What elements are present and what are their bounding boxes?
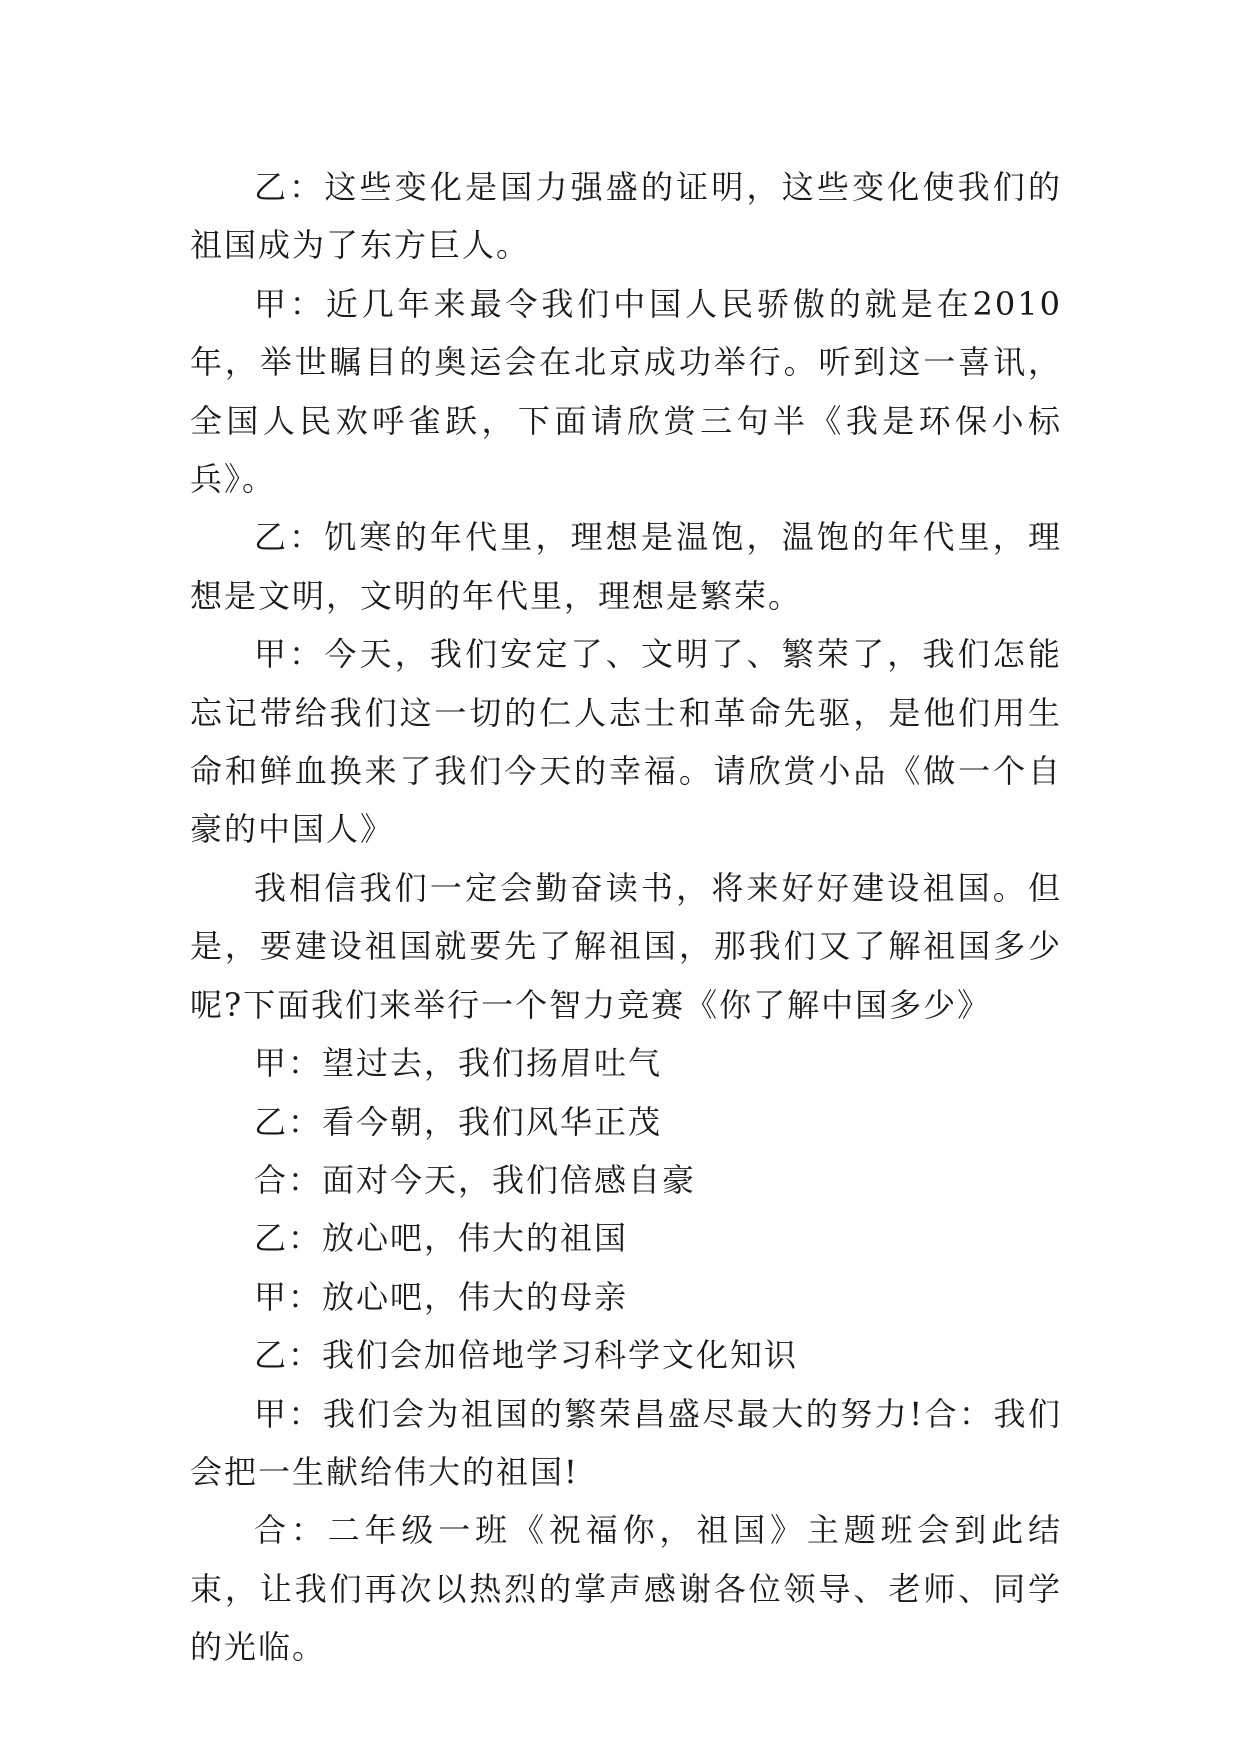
paragraph-6: 甲：望过去，我们扬眉吐气 — [254, 1044, 663, 1083]
paragraph-10: 甲：放心吧，伟大的母亲 — [254, 1277, 629, 1316]
paragraph-1: 乙：这些变化是国力强盛的证明，这些变化使我们的祖国成为了东方巨人。 — [190, 168, 1062, 265]
paragraph-12: 甲：我们会为祖国的繁荣昌盛尽最大的努力!合：我们会把一生献给伟大的祖国! — [190, 1394, 1062, 1491]
paragraph-5: 我相信我们一定会勤奋读书，将来好好建设祖国。但是，要建设祖国就要先了解祖国，那我们又了解祖国多少呢?下面我们来举行一个智力竞赛《你了解中国多少》 — [190, 868, 1062, 1024]
document-body — [190, 158, 1062, 1677]
paragraph-13: 合：二年级一班《祝福你，祖国》主题班会到此结束，让我们再次以热烈的掌声感谢各位领导、老师、同学的光临。 — [190, 1511, 1062, 1667]
paragraph-7: 乙：看今朝，我们风华正茂 — [254, 1102, 663, 1141]
paragraph-8: 合：面对今天，我们倍感自豪 — [254, 1160, 697, 1199]
paragraph-9: 乙：放心吧，伟大的祖国 — [254, 1219, 629, 1258]
paragraph-3: 乙：饥寒的年代里，理想是温饱，温饱的年代里，理想是文明，文明的年代里，理想是繁荣。 — [190, 518, 1062, 615]
paragraph-4: 甲：今天，我们安定了、文明了、繁荣了，我们怎能忘记带给我们这一切的仁人志士和革命先驱，是他们用生命和鲜血换来了我们今天的幸福。请欣赏小品《做一个自豪的中国人》 — [190, 635, 1062, 849]
paragraph-2: 甲：近几年来最令我们中国人民骄傲的就是在2010年，举世瞩目的奥运会在北京成功举行。听到这一喜讯，全国人民欢呼雀跃，下面请欣赏三句半《我是环保小标兵》。 — [190, 284, 1062, 499]
paragraph-11: 乙：我们会加倍地学习科学文化知识 — [254, 1336, 799, 1375]
